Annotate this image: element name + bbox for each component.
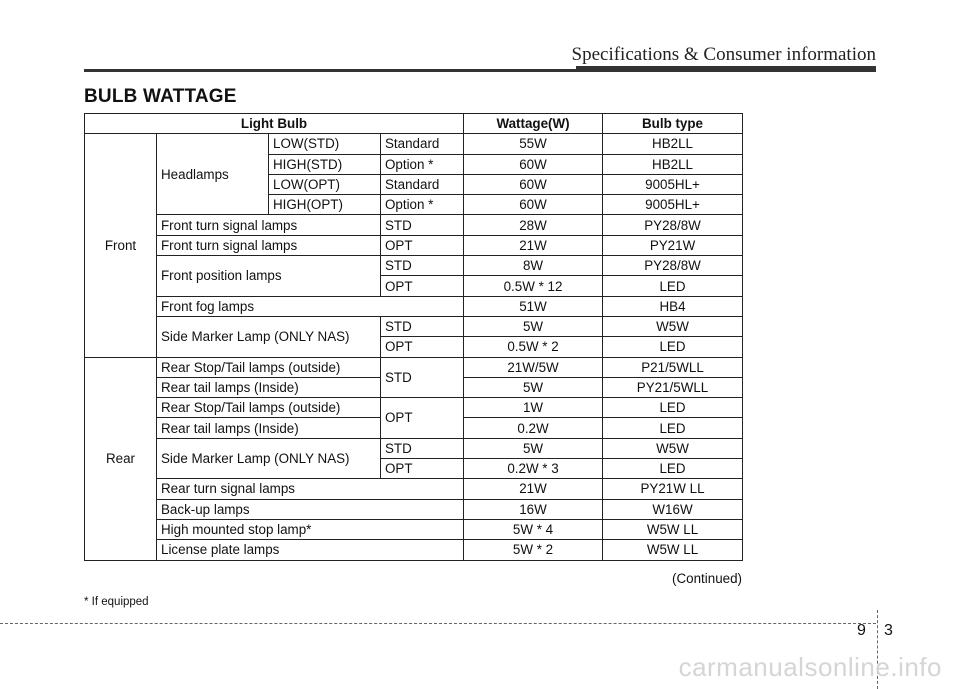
cell-spec: Option * — [381, 195, 464, 215]
cell-wattage: 21W — [464, 479, 603, 499]
footnote: * If equipped — [84, 596, 149, 608]
group-front: Front — [85, 134, 157, 357]
cell-lamp-name: High mounted stop lamp* — [157, 519, 464, 539]
cell-wattage: 16W — [464, 499, 603, 519]
cell-lamp-name: Back-up lamps — [157, 499, 464, 519]
cell-spec: OPT — [381, 235, 464, 255]
cell-bulb-type: HB2LL — [603, 134, 743, 154]
cell-bulb-type: W5W LL — [603, 540, 743, 560]
cell-lamp-name: Front turn signal lamps — [157, 215, 381, 235]
cell-wattage: 5W — [464, 438, 603, 458]
cell-bulb-type: PY21W LL — [603, 479, 743, 499]
table-row — [85, 235, 743, 255]
cell-wattage: 55W — [464, 134, 603, 154]
cell-spec: Standard — [381, 174, 464, 194]
cell-bulb-type: LED — [603, 459, 743, 479]
cell-spec: OPT — [381, 337, 464, 357]
table-row — [85, 215, 743, 235]
cell-wattage: 5W * 2 — [464, 540, 603, 560]
table-header-row — [85, 114, 743, 134]
table-row — [85, 540, 743, 560]
cell-wattage: 8W — [464, 256, 603, 276]
table-row — [85, 398, 743, 418]
cell-spec: Option * — [381, 154, 464, 174]
watermark: carmanualsonline.info — [678, 652, 942, 682]
cell-wattage: 0.2W * 3 — [464, 459, 603, 479]
cell-bulb-type: LED — [603, 398, 743, 418]
table-row — [85, 316, 743, 336]
table-row — [85, 296, 743, 316]
cell-spec: OPT — [381, 276, 464, 296]
cell-lamp-name: Rear Stop/Tail lamps (outside) — [157, 398, 381, 418]
cell-bulb-type: PY28/8W — [603, 256, 743, 276]
cell-wattage: 0.5W * 2 — [464, 337, 603, 357]
cell-spec: OPT — [381, 398, 464, 439]
cell-wattage: 0.2W — [464, 418, 603, 438]
header-wattage: Wattage(W) — [464, 114, 603, 134]
cell-lamp-name: Rear Stop/Tail lamps (outside) — [157, 357, 381, 377]
cell-bulb-type: 9005HL+ — [603, 195, 743, 215]
cell-spec: STD — [381, 316, 464, 336]
cell-spec: Standard — [381, 134, 464, 154]
cell-bulb-type: P21/5WLL — [603, 357, 743, 377]
cell-wattage: 21W — [464, 235, 603, 255]
cell-bulb-type: W5W LL — [603, 519, 743, 539]
cell-bulb-type: PY28/8W — [603, 215, 743, 235]
cell-wattage: 5W — [464, 316, 603, 336]
table-row — [85, 134, 743, 154]
group-rear: Rear — [85, 357, 157, 560]
cell-wattage: 28W — [464, 215, 603, 235]
cell-wattage: 5W — [464, 377, 603, 397]
cell-bulb-type: HB4 — [603, 296, 743, 316]
page-header-title: Specifications & Consumer information — [571, 44, 876, 65]
header-divider-accent — [576, 66, 876, 72]
cell-wattage: 60W — [464, 154, 603, 174]
cell-bulb-type: LED — [603, 418, 743, 438]
table-row — [85, 438, 743, 458]
cell-position: HIGH(STD) — [269, 154, 381, 174]
cell-bulb-type: HB2LL — [603, 154, 743, 174]
cell-spec: STD — [381, 438, 464, 458]
cell-bulb-type: 9005HL+ — [603, 174, 743, 194]
cell-wattage: 21W/5W — [464, 357, 603, 377]
cell-wattage: 1W — [464, 398, 603, 418]
cell-lamp-name: Front fog lamps — [157, 296, 464, 316]
table-row — [85, 256, 743, 276]
section-heading: BULB WATTAGE — [84, 86, 237, 107]
cell-wattage: 60W — [464, 174, 603, 194]
cell-bulb-type: LED — [603, 337, 743, 357]
cell-lamp-name: Rear tail lamps (Inside) — [157, 418, 381, 438]
cell-bulb-type: PY21W — [603, 235, 743, 255]
header-light-bulb: Light Bulb — [85, 114, 464, 134]
continued-note: (Continued) — [672, 571, 742, 586]
cell-spec: STD — [381, 357, 464, 398]
table-row — [85, 519, 743, 539]
cell-lamp-name: Front turn signal lamps — [157, 235, 381, 255]
cell-spec: STD — [381, 215, 464, 235]
table-row — [85, 357, 743, 377]
cell-spec: OPT — [381, 459, 464, 479]
cell-bulb-type: W5W — [603, 316, 743, 336]
bulb-wattage-table — [84, 113, 743, 561]
chapter-number: 9 — [857, 622, 866, 639]
header-bulb-type: Bulb type — [603, 114, 743, 134]
cell-position: LOW(STD) — [269, 134, 381, 154]
cell-lamp-name: Front position lamps — [157, 256, 381, 297]
cell-position: LOW(OPT) — [269, 174, 381, 194]
cell-wattage: 60W — [464, 195, 603, 215]
cell-wattage: 51W — [464, 296, 603, 316]
cell-bulb-type: LED — [603, 276, 743, 296]
cell-wattage: 5W * 4 — [464, 519, 603, 539]
cell-bulb-type: W16W — [603, 499, 743, 519]
cell-position: HIGH(OPT) — [269, 195, 381, 215]
table-row — [85, 479, 743, 499]
cell-lamp-name: Rear tail lamps (Inside) — [157, 377, 381, 397]
cell-lamp-name: Side Marker Lamp (ONLY NAS) — [157, 316, 381, 357]
cell-spec: STD — [381, 256, 464, 276]
page-number: 3 — [884, 622, 893, 639]
headlamps-label: Headlamps — [157, 134, 269, 215]
footer-divider — [0, 623, 876, 624]
cell-lamp-name: Rear turn signal lamps — [157, 479, 464, 499]
cell-bulb-type: W5W — [603, 438, 743, 458]
cell-wattage: 0.5W * 12 — [464, 276, 603, 296]
cell-lamp-name: License plate lamps — [157, 540, 464, 560]
cell-lamp-name: Side Marker Lamp (ONLY NAS) — [157, 438, 381, 479]
cell-bulb-type: PY21/5WLL — [603, 377, 743, 397]
table-row — [85, 499, 743, 519]
